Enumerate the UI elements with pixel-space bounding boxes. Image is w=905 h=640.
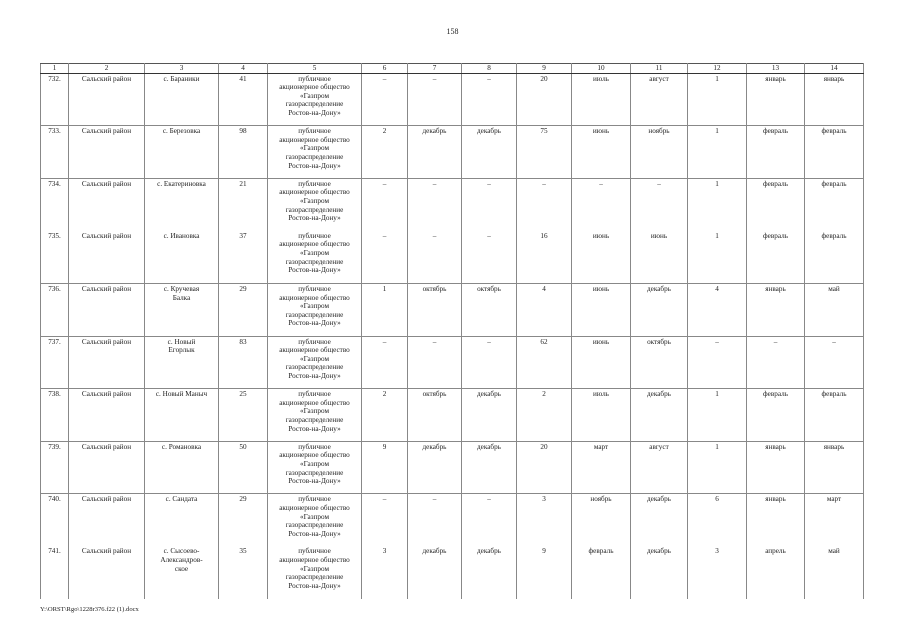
- organization-cell: публичное акционерное общество «Газпром газораспределение Ростов-на-Дону»: [268, 389, 362, 442]
- district-cell: Сальский район: [69, 389, 145, 442]
- table-cell: декабрь: [631, 494, 688, 547]
- table-cell: 3: [688, 546, 747, 599]
- table-row: [41, 178, 864, 231]
- count-cell: 37: [219, 231, 268, 284]
- table-row: [41, 336, 864, 389]
- table-cell: декабрь: [631, 546, 688, 599]
- table-cell: август: [631, 441, 688, 494]
- table-cell: март: [805, 494, 864, 547]
- column-header: 2: [69, 64, 145, 74]
- column-header: 3: [145, 64, 219, 74]
- table-cell: октябрь: [462, 283, 517, 336]
- table-cell: февраль: [805, 178, 864, 231]
- district-cell: Сальский район: [69, 283, 145, 336]
- table-cell: май: [805, 546, 864, 599]
- table-cell: –: [572, 178, 631, 231]
- table-cell: май: [805, 283, 864, 336]
- table-cell: 1: [362, 283, 408, 336]
- table-cell: –: [362, 336, 408, 389]
- table-cell: июнь: [631, 231, 688, 284]
- settlement-cell: с. Березовка: [145, 126, 219, 179]
- row-number: 738.: [41, 389, 69, 442]
- table-cell: 3: [517, 494, 572, 547]
- table-cell: декабрь: [631, 389, 688, 442]
- table-cell: февраль: [805, 389, 864, 442]
- organization-cell: публичное акционерное общество «Газпром газораспределение Ростов-на-Дону»: [268, 494, 362, 547]
- table-cell: –: [408, 336, 462, 389]
- table-cell: 4: [517, 283, 572, 336]
- row-number: 732.: [41, 73, 69, 126]
- settlement-cell: с. Сысоево- Александров- ское: [145, 546, 219, 599]
- column-header: 11: [631, 64, 688, 74]
- table-cell: ноябрь: [631, 126, 688, 179]
- row-number: 733.: [41, 126, 69, 179]
- table-cell: 1: [688, 389, 747, 442]
- column-header: 12: [688, 64, 747, 74]
- district-cell: Сальский район: [69, 546, 145, 599]
- organization-cell: публичное акционерное общество «Газпром газораспределение Ростов-на-Дону»: [268, 283, 362, 336]
- table-row: [41, 494, 864, 547]
- table-cell: февраль: [747, 389, 805, 442]
- table-cell: июнь: [572, 336, 631, 389]
- settlement-cell: с. Бараники: [145, 73, 219, 126]
- column-header: 13: [747, 64, 805, 74]
- district-cell: Сальский район: [69, 231, 145, 284]
- table-cell: 20: [517, 73, 572, 126]
- table-cell: –: [747, 336, 805, 389]
- table-cell: –: [408, 231, 462, 284]
- table-cell: февраль: [747, 126, 805, 179]
- table-cell: июль: [572, 73, 631, 126]
- district-cell: Сальский район: [69, 178, 145, 231]
- organization-cell: публичное акционерное общество «Газпром газораспределение Ростов-на-Дону»: [268, 336, 362, 389]
- count-cell: 29: [219, 283, 268, 336]
- column-header: 4: [219, 64, 268, 74]
- table-cell: декабрь: [462, 441, 517, 494]
- column-header: 7: [408, 64, 462, 74]
- table-cell: –: [408, 494, 462, 547]
- table-cell: –: [362, 494, 408, 547]
- district-cell: Сальский район: [69, 441, 145, 494]
- table-cell: 20: [517, 441, 572, 494]
- organization-cell: публичное акционерное общество «Газпром газораспределение Ростов-на-Дону»: [268, 546, 362, 599]
- table-cell: февраль: [747, 231, 805, 284]
- district-cell: Сальский район: [69, 73, 145, 126]
- table-cell: январь: [805, 441, 864, 494]
- table-cell: 62: [517, 336, 572, 389]
- count-cell: 21: [219, 178, 268, 231]
- count-cell: 98: [219, 126, 268, 179]
- table-cell: 9: [517, 546, 572, 599]
- column-header: 9: [517, 64, 572, 74]
- settlement-cell: с. Ивановка: [145, 231, 219, 284]
- organization-cell: публичное акционерное общество «Газпром газораспределение Ростов-на-Дону»: [268, 73, 362, 126]
- table-cell: –: [805, 336, 864, 389]
- table-cell: октябрь: [631, 336, 688, 389]
- table-row: [41, 389, 864, 442]
- column-header: 6: [362, 64, 408, 74]
- column-header: 10: [572, 64, 631, 74]
- count-cell: 83: [219, 336, 268, 389]
- table-cell: 1: [688, 178, 747, 231]
- table-cell: июнь: [572, 283, 631, 336]
- table-cell: –: [408, 73, 462, 126]
- table-cell: декабрь: [408, 441, 462, 494]
- table-cell: декабрь: [631, 283, 688, 336]
- row-number: 741.: [41, 546, 69, 599]
- organization-cell: публичное акционерное общество «Газпром газораспределение Ростов-на-Дону»: [268, 231, 362, 284]
- table-cell: 75: [517, 126, 572, 179]
- table-cell: –: [462, 73, 517, 126]
- count-cell: 35: [219, 546, 268, 599]
- document-table: [40, 63, 864, 599]
- district-cell: Сальский район: [69, 126, 145, 179]
- settlement-cell: с. Новый Маныч: [145, 389, 219, 442]
- organization-cell: публичное акционерное общество «Газпром газораспределение Ростов-на-Дону»: [268, 126, 362, 179]
- row-number: 734.: [41, 178, 69, 231]
- table-row: [41, 283, 864, 336]
- table-cell: декабрь: [462, 126, 517, 179]
- table-cell: –: [362, 73, 408, 126]
- table-cell: январь: [805, 73, 864, 126]
- table-cell: 4: [688, 283, 747, 336]
- table-cell: февраль: [805, 231, 864, 284]
- organization-cell: публичное акционерное общество «Газпром газораспределение Ростов-на-Дону»: [268, 441, 362, 494]
- table-cell: октябрь: [408, 283, 462, 336]
- count-cell: 25: [219, 389, 268, 442]
- table-cell: –: [362, 231, 408, 284]
- settlement-cell: с. Романовка: [145, 441, 219, 494]
- table-cell: январь: [747, 73, 805, 126]
- table-cell: ноябрь: [572, 494, 631, 547]
- table-cell: июнь: [572, 126, 631, 179]
- table-cell: февраль: [747, 178, 805, 231]
- table-cell: 9: [362, 441, 408, 494]
- table-cell: –: [408, 178, 462, 231]
- table-cell: 16: [517, 231, 572, 284]
- table-cell: –: [462, 231, 517, 284]
- row-number: 739.: [41, 441, 69, 494]
- table-cell: февраль: [572, 546, 631, 599]
- file-path-footer: Y:\ORST\Rgo\1228r376.f22 (1).docx: [40, 606, 139, 613]
- table-cell: февраль: [805, 126, 864, 179]
- table-cell: –: [688, 336, 747, 389]
- column-header: 14: [805, 64, 864, 74]
- table-cell: 6: [688, 494, 747, 547]
- count-cell: 41: [219, 73, 268, 126]
- table-row: [41, 231, 864, 284]
- table-cell: апрель: [747, 546, 805, 599]
- table-cell: –: [462, 494, 517, 547]
- page-number: 158: [446, 27, 459, 36]
- table-cell: 2: [517, 389, 572, 442]
- table-row: [41, 441, 864, 494]
- row-number: 735.: [41, 231, 69, 284]
- table-cell: август: [631, 73, 688, 126]
- table-cell: 1: [688, 126, 747, 179]
- settlement-cell: с. Екатериновка: [145, 178, 219, 231]
- table-cell: октябрь: [408, 389, 462, 442]
- table-cell: декабрь: [462, 389, 517, 442]
- table-cell: июль: [572, 389, 631, 442]
- table-cell: декабрь: [408, 546, 462, 599]
- district-cell: Сальский район: [69, 494, 145, 547]
- table-cell: июнь: [572, 231, 631, 284]
- count-cell: 50: [219, 441, 268, 494]
- table-header-row: [41, 64, 864, 74]
- row-number: 740.: [41, 494, 69, 547]
- table-cell: –: [462, 178, 517, 231]
- row-number: 736.: [41, 283, 69, 336]
- table-row: [41, 126, 864, 179]
- table-cell: январь: [747, 494, 805, 547]
- table-cell: 1: [688, 73, 747, 126]
- district-cell: Сальский район: [69, 336, 145, 389]
- table-cell: январь: [747, 441, 805, 494]
- table-cell: 2: [362, 389, 408, 442]
- table-cell: 3: [362, 546, 408, 599]
- settlement-cell: с. Кручевая Балка: [145, 283, 219, 336]
- table-row: [41, 546, 864, 599]
- table-cell: –: [517, 178, 572, 231]
- settlement-cell: с. Сандата: [145, 494, 219, 547]
- table-cell: январь: [747, 283, 805, 336]
- table-cell: –: [631, 178, 688, 231]
- table-cell: –: [462, 336, 517, 389]
- row-number: 737.: [41, 336, 69, 389]
- table-cell: декабрь: [408, 126, 462, 179]
- column-header: 8: [462, 64, 517, 74]
- table-cell: 1: [688, 231, 747, 284]
- table-cell: 1: [688, 441, 747, 494]
- settlement-cell: с. Новый Егорлык: [145, 336, 219, 389]
- organization-cell: публичное акционерное общество «Газпром газораспределение Ростов-на-Дону»: [268, 178, 362, 231]
- column-header: 1: [41, 64, 69, 74]
- table-cell: март: [572, 441, 631, 494]
- table-cell: 2: [362, 126, 408, 179]
- column-header: 5: [268, 64, 362, 74]
- table-row: [41, 73, 864, 126]
- table-cell: декабрь: [462, 546, 517, 599]
- count-cell: 29: [219, 494, 268, 547]
- table-cell: –: [362, 178, 408, 231]
